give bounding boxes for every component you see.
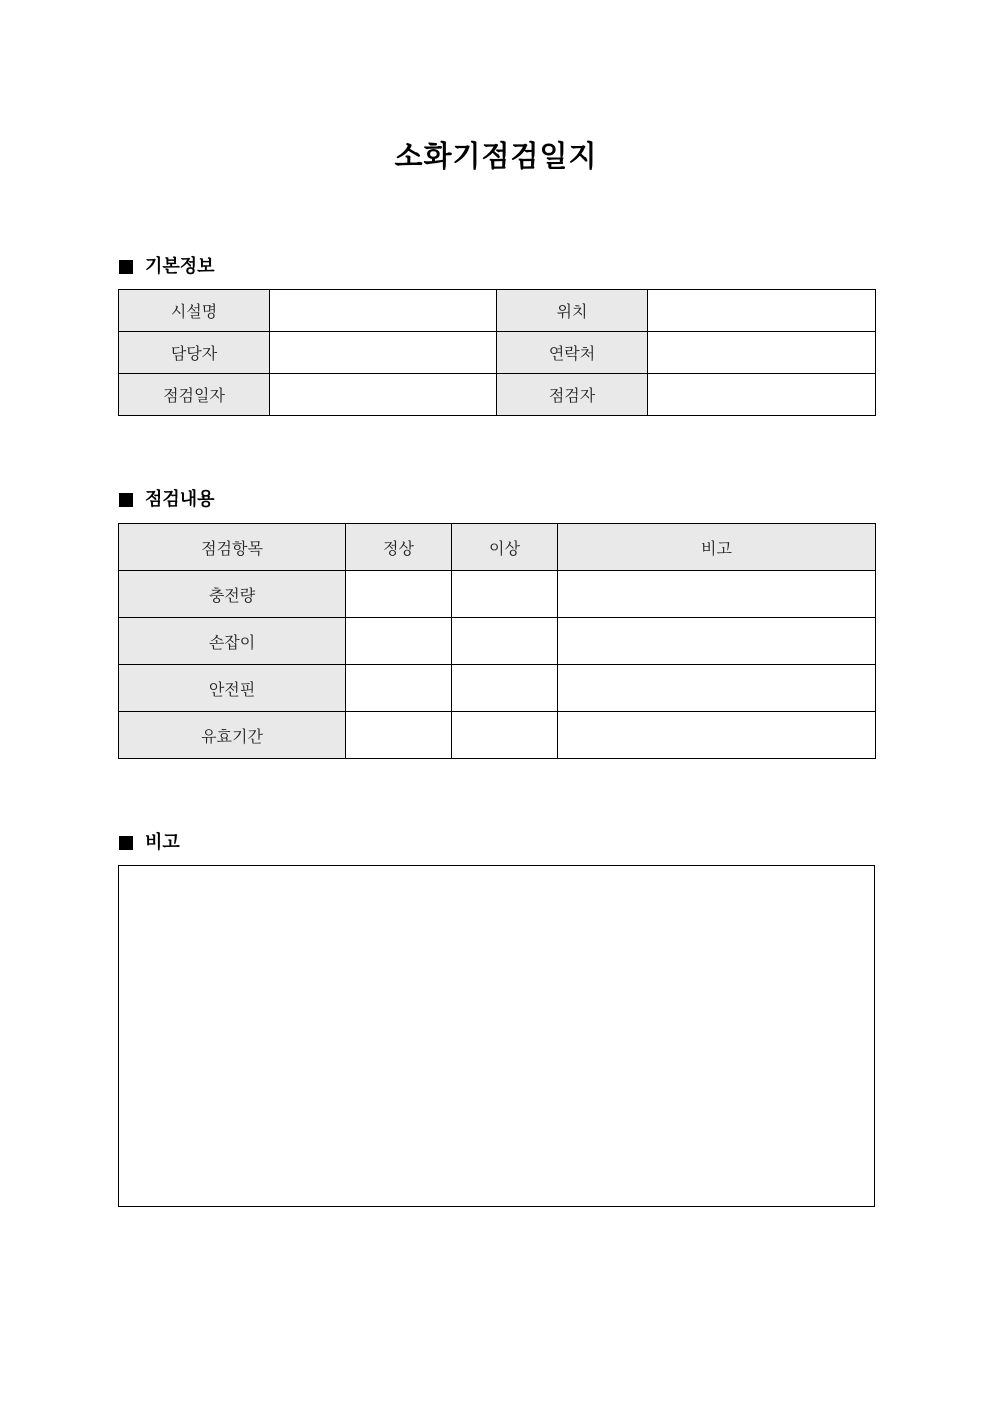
section-heading-inspection [119, 485, 215, 511]
column-header-note: 비고 [558, 524, 876, 571]
section-heading-label: 기본정보 [145, 256, 215, 277]
note-cell[interactable] [558, 665, 876, 712]
table-row [119, 712, 876, 759]
abnormal-cell[interactable] [452, 712, 558, 759]
item-label: 안전핀 [119, 665, 346, 712]
table-row [119, 571, 876, 618]
normal-cell[interactable] [346, 571, 452, 618]
black-square-icon [119, 493, 133, 507]
table-row [119, 332, 876, 374]
table-row [119, 290, 876, 332]
column-header-abnormal: 이상 [452, 524, 558, 571]
facility-name-field[interactable] [270, 290, 497, 332]
note-cell[interactable] [558, 712, 876, 759]
section-heading-label: 점검내용 [145, 489, 215, 510]
column-header-item: 점검항목 [119, 524, 346, 571]
section-heading-label: 비고 [145, 832, 180, 853]
label-location: 위치 [497, 290, 648, 332]
contact-field[interactable] [648, 332, 876, 374]
inspection-table [118, 523, 876, 759]
note-cell[interactable] [558, 571, 876, 618]
manager-field[interactable] [270, 332, 497, 374]
table-row [119, 374, 876, 416]
label-contact: 연락처 [497, 332, 648, 374]
document-title: 소화기점검일지 [394, 139, 598, 173]
section-heading-basic-info [119, 252, 215, 278]
normal-cell[interactable] [346, 618, 452, 665]
table-row [119, 618, 876, 665]
note-cell[interactable] [558, 618, 876, 665]
black-square-icon [119, 836, 133, 850]
table-header-row [119, 524, 876, 571]
label-inspection-date: 점검일자 [119, 374, 270, 416]
inspector-field[interactable] [648, 374, 876, 416]
abnormal-cell[interactable] [452, 618, 558, 665]
normal-cell[interactable] [346, 712, 452, 759]
label-manager: 담당자 [119, 332, 270, 374]
label-facility-name: 시설명 [119, 290, 270, 332]
label-inspector: 점검자 [497, 374, 648, 416]
black-square-icon [119, 260, 133, 274]
column-header-normal: 정상 [346, 524, 452, 571]
table-row [119, 665, 876, 712]
inspection-date-field[interactable] [270, 374, 497, 416]
item-label: 유효기간 [119, 712, 346, 759]
abnormal-cell[interactable] [452, 571, 558, 618]
section-heading-remarks [119, 828, 180, 854]
item-label: 손잡이 [119, 618, 346, 665]
location-field[interactable] [648, 290, 876, 332]
abnormal-cell[interactable] [452, 665, 558, 712]
normal-cell[interactable] [346, 665, 452, 712]
item-label: 충전량 [119, 571, 346, 618]
basic-info-table [118, 289, 876, 416]
remarks-field[interactable] [118, 865, 875, 1207]
